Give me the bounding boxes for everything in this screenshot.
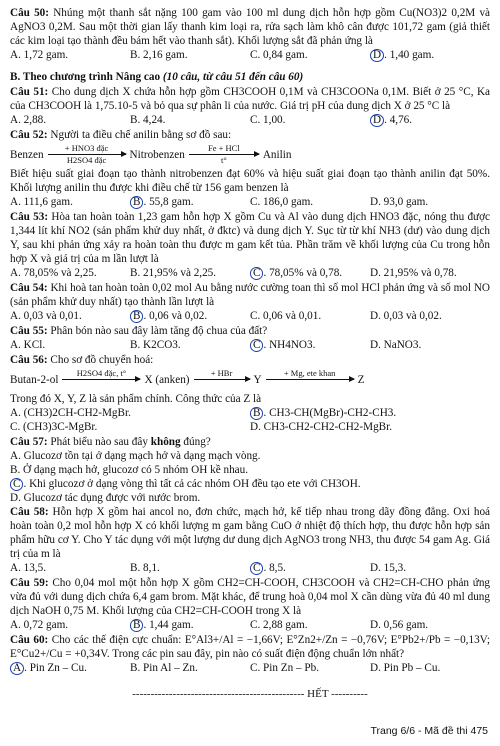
option-d: D. 0,56 gam. [370, 619, 429, 631]
option-c [10, 477, 490, 491]
option-b: B. Pin Al – Zn. [130, 662, 198, 674]
section-note: (10 câu, từ câu 51 đến câu 60) [162, 71, 304, 83]
option-c: C. 1,00. [250, 114, 286, 126]
option-d: D. 93,0 gam. [370, 196, 429, 208]
question-text: Biết hiệu suất giai đoạn tạo thành nitrobenzen đạt 60% và hiệu suất giai đoạn tạo thành anilin đạt 50%. Khối lượng anilin thu được khi điều chế từ 156 gam benzen là [10, 168, 490, 194]
option-c [250, 266, 370, 280]
option-a: A. 1,72 gam. [10, 49, 69, 61]
question-60 [10, 633, 490, 661]
question-label: Câu 53: [10, 211, 49, 223]
reaction-arrow [194, 369, 250, 390]
options-57 [10, 449, 490, 505]
option-b: B. Ở dạng mạch hở, glucozơ có 5 nhóm OH kề nhau. [10, 464, 249, 476]
question-text: Cho 0,04 mol một hỗn hợp X gồm CH2=CH-COOH, CH3COOH và CH2=CH-CHO phản ứng vừa đủ với dung dịch chứa 6,4 gam brom. Mặt khác, để trung hoà 0,04 mol X cần dùng vừa đủ 40 ml dung dịch NaOH 0,75 M. Khối lượng của CH2=CH-COOH trong X là [10, 577, 491, 617]
option-c [250, 338, 370, 352]
scheme-butan-2-ol: Butan-2-ol [10, 373, 59, 386]
option-c: C. 2,88 gam. [250, 619, 308, 631]
answer-circle: C [250, 562, 263, 575]
option-a [10, 661, 130, 675]
option-d: D. CH3-CH2-CH2-CH2-MgBr. [250, 421, 393, 433]
option-b [130, 195, 250, 209]
answer-circle: B [250, 407, 263, 420]
option-b: B. 8,1. [130, 562, 160, 574]
scheme-anilin: Anilin [262, 148, 292, 161]
question-label: Câu 59: [10, 577, 49, 589]
question-label: Câu 50: [10, 7, 50, 19]
option-a: A. (CH3)2CH-CH2-MgBr. [10, 407, 131, 419]
reaction-arrow [266, 369, 354, 390]
reaction-scheme-52 [10, 144, 490, 165]
option-c-text: . Khi glucozơ ở dạng vòng thì tất cả các nhóm OH đều tạo ete với CH3OH. [23, 478, 361, 490]
option-a: A. 111,6 gam. [10, 196, 73, 208]
question-text: Phân bón nào sau đây làm tăng độ chua của đất? [50, 325, 268, 337]
option-c: C. 0,06 và 0,01. [250, 310, 322, 322]
options-50 [10, 48, 490, 62]
question-intro: Cho sơ đồ chuyển hoá: [50, 354, 154, 366]
question-56 [10, 353, 490, 367]
option-c [250, 561, 370, 575]
answer-circle: D [370, 49, 384, 62]
question-52 [10, 128, 490, 142]
page-footer: Trang 6/6 - Mã đề thi 475 [370, 725, 488, 737]
question-text: Phát biểu nào sau đây [50, 436, 148, 448]
options-55 [10, 338, 490, 352]
option-d: D. 0,03 và 0,02. [370, 310, 442, 322]
potential-pb: E°Pb2+/Pb = −0,13V; [390, 634, 491, 646]
option-a: A. 78,05% và 2,25. [10, 267, 97, 279]
options-60 [10, 661, 490, 675]
option-a-text: . Pin Zn – Cu. [24, 662, 87, 674]
option-b-text: . 0,06 và 0,02. [143, 310, 208, 322]
question-text: Hòa tan hoàn toàn 1,23 gam hỗn hợp X gồm Cu và Al vào dung dịch HNO3 đặc, nóng thu được 1,344 lít khí NO2 (sản phẩm khử duy nhất, ở đktc) và dung dịch Y. Sục từ từ khí NH3 (dư) vào dung dịch Y, sau khi phản ứng xảy ra hoàn toàn thu được m gam kết tủa. Phần trăm về khối lượng của Cu trong hỗn hợp X và giá trị của m lần lượt là [10, 211, 490, 265]
section-heading [10, 70, 490, 84]
options-56 [10, 406, 490, 434]
question-text: Trong đó X, Y, Z là sản phẩm chính. Công thức của Z là [10, 393, 262, 405]
reaction-arrow [189, 144, 259, 165]
arrow-top-text: H2SO4 đặc, t° [76, 368, 127, 378]
option-c-text: . 8,5. [263, 562, 286, 574]
option-d: D. Pin Pb – Cu. [370, 662, 441, 674]
option-d: D. 21,95% và 0,78. [370, 267, 457, 279]
answer-circle: B [130, 619, 143, 632]
question-51 [10, 85, 490, 113]
question-50 [10, 6, 490, 48]
answer-circle: B [130, 310, 143, 323]
question-text-2: Trong các pin sau đây, pin nào có suất điện động chuẩn lớn nhất? [112, 648, 405, 660]
options-51 [10, 113, 490, 127]
answer-circle: B [130, 196, 143, 209]
question-text: Hỗn hợp X gồm hai ancol no, đơn chức, mạch hở, kế tiếp nhau trong dãy đồng đẳng. Oxi hoá hoàn toàn 0,2 mol hỗn hợp X có khối lượng m gam bằng CuO ở nhiệt độ thích hợp, thu được hỗn hợp sản phẩm hữu cơ Y. Cho Y tác dụng với một lượng dư dung dịch AgNO3 trong NH3, thu được 54 gam Ag. Giá trị của m là [10, 506, 491, 560]
options-58 [10, 561, 490, 575]
option-d: D. 15,3. [370, 562, 407, 574]
reaction-scheme-56 [10, 369, 490, 390]
section-title: B. Theo chương trình Nâng cao [10, 71, 161, 83]
question-53 [10, 210, 490, 266]
question-text: Nhúng một thanh sắt nặng 100 gam vào 100 ml dung dịch hỗn hợp gồm Cu(NO3)2 0,2M và AgNO3 0,2M. Sau một thời gian lấy thanh kim loại ra, rửa sạch làm khô cân được 101,72 gam (giả thiết các kim loại tạo thành đều bám hết vào thanh sắt). Khối lượng sắt đã phản ứng là [10, 7, 491, 47]
option-d-text: . 4,76. [384, 114, 413, 126]
option-d [370, 48, 490, 62]
question-label: Câu 57: [10, 436, 48, 448]
potential-cu: E°Cu2+/Cu = +0,34V. [10, 648, 110, 660]
option-c: C. 0,84 gam. [250, 49, 308, 61]
options-54 [10, 309, 490, 323]
scheme-nitrobenzen: Nitrobenzen [129, 148, 185, 161]
answer-circle: A [10, 662, 24, 675]
question-label: Câu 58: [10, 506, 49, 518]
option-d: D. NaNO3. [370, 339, 422, 351]
answer-circle: C [250, 267, 263, 280]
option-a: A. KCl. [10, 339, 46, 351]
option-b: B. 2,16 gam. [130, 49, 188, 61]
option-a: A. 0,03 và 0,01. [10, 310, 82, 322]
option-c: C. Pin Zn – Pb. [250, 662, 320, 674]
question-57 [10, 435, 490, 449]
option-d-text: . 1,40 gam. [384, 49, 435, 61]
option-b: B. 21,95% và 2,25. [130, 267, 217, 279]
arrow-top-text: + HBr [210, 368, 233, 378]
arrow-bottom-text: t° [220, 155, 227, 165]
question-text: Cho dung dịch X chứa hỗn hợp gồm CH3COOH 0,1M và CH3COONa 0,1M. Biết ở 25 °C, Ka của CH3COOH là 1,75.10-5 và bỏ qua sự phân li của nước. Giá trị pH của dung dịch X ở 25 °C là [10, 86, 491, 112]
options-52 [10, 195, 490, 209]
question-label: Câu 56: [10, 354, 48, 366]
option-a: A. 13,5. [10, 562, 47, 574]
option-b-text: . 1,44 gam. [143, 619, 194, 631]
option-b-text: . 55,8 gam. [143, 196, 194, 208]
option-d: D. Glucozơ tác dụng được với nước brom. [10, 492, 201, 504]
potential-al: E°Al3+/Al = −1,66V; [184, 634, 283, 646]
question-label: Câu 51: [10, 86, 49, 98]
option-d [370, 113, 490, 127]
arrow-top-text: + HNO3 đặc [64, 143, 109, 153]
answer-circle: C [250, 339, 263, 352]
scheme-benzen: Benzen [10, 148, 44, 161]
scheme-x-anken: X (anken) [144, 373, 190, 386]
question-tail: đúng? [183, 436, 211, 448]
question-text: Khi hoà tan hoàn toàn 0,02 mol Au bằng nước cường toan thì số mol HCl phản ứng và số mol NO (sản phẩm khử duy nhất) tạo thành lần lượt là [10, 282, 490, 308]
option-b [250, 406, 490, 420]
answer-circle: D [370, 114, 384, 127]
option-c-text: . 78,05% và 0,78. [263, 267, 343, 279]
question-text: Cho các thế điện cực chuẩn: [51, 634, 182, 646]
question-55 [10, 324, 490, 338]
option-c: C. 186,0 gam. [250, 196, 314, 208]
question-label: Câu 54: [10, 282, 48, 294]
potential-zn: E°Zn2+/Zn = −0,76V; [286, 634, 388, 646]
option-b [130, 618, 250, 632]
question-58 [10, 505, 490, 561]
reaction-arrow [48, 144, 126, 165]
option-b: B. K2CO3. [130, 339, 181, 351]
options-59 [10, 618, 490, 632]
question-emphasis: không [150, 436, 181, 448]
option-b-text: . CH3-CH(MgBr)-CH2-CH3. [263, 407, 397, 419]
scheme-y: Y [253, 373, 262, 386]
question-54 [10, 281, 490, 309]
arrow-top-text: Fe + HCl [207, 143, 240, 153]
option-a: A. Glucozơ tồn tại ở dạng mạch hở và dạng mạch vòng. [10, 450, 261, 462]
option-c-text: . NH4NO3. [263, 339, 316, 351]
arrow-bottom-text: H2SO4 đặc [66, 155, 107, 165]
question-label: Câu 52: [10, 129, 48, 141]
question-59 [10, 576, 490, 618]
scheme-z: Z [357, 373, 365, 386]
option-a: A. 0,72 gam. [10, 619, 69, 631]
option-a: A. 2,88. [10, 114, 47, 126]
option-b [130, 309, 250, 323]
reaction-arrow [62, 369, 140, 390]
question-intro: Người ta điều chế anilin bằng sơ đồ sau: [50, 129, 232, 141]
question-label: Câu 60: [10, 634, 49, 646]
question-label: Câu 55: [10, 325, 48, 337]
options-53 [10, 266, 490, 280]
arrow-top-text: + Mg, ete khan [283, 368, 336, 378]
option-b: B. 4,24. [130, 114, 166, 126]
end-of-exam-mark: ----------------------------------------------- HẾT ---------- [132, 688, 368, 700]
option-c: C. (CH3)3C-MgBr. [10, 421, 98, 433]
answer-circle: C [10, 478, 23, 491]
